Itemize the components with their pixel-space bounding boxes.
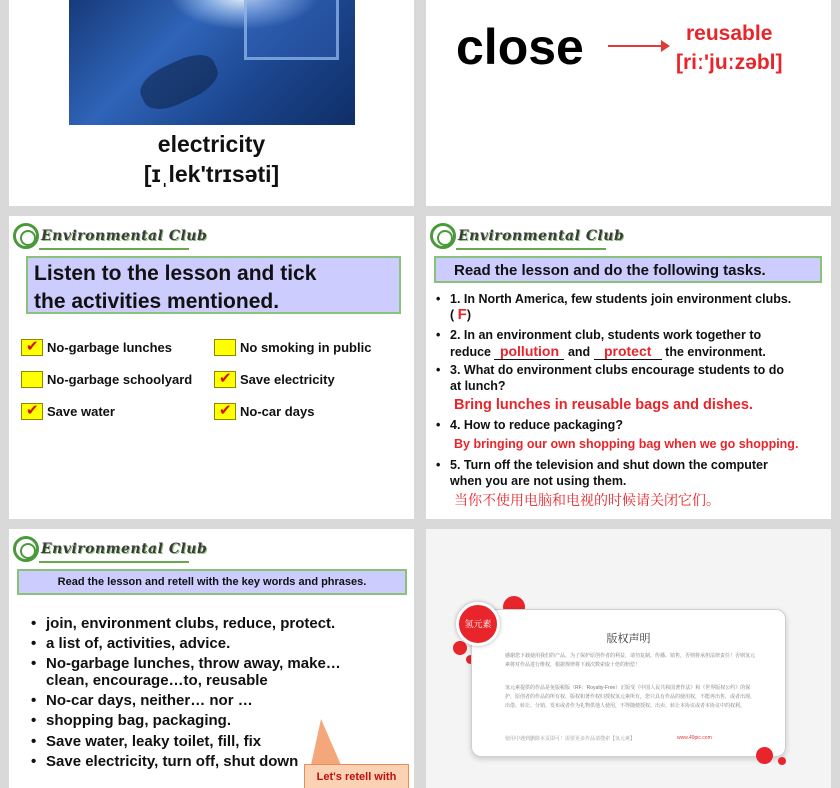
- answer-text: 当你不使用电脑和电视的时候请关闭它们。: [454, 493, 720, 509]
- instruction-box: [26, 256, 401, 314]
- checkmark-icon: ✔: [219, 370, 232, 387]
- slide-tasks[interactable]: [426, 216, 831, 519]
- keyword-item: • Save electricity, turn off, shut down: [31, 753, 299, 770]
- copyright-footer: 使用中遇到删除本页即可！需要更多作品请搜索【氢元素】: [505, 736, 636, 742]
- instruction-line: Listen to the lesson and tick: [34, 262, 317, 285]
- club-logo: Environmental Club: [430, 222, 624, 250]
- keyword-item: • Save water, leaky toilet, fill, fix: [31, 733, 262, 750]
- copyright-paragraph: 氢元素提供的作品是免版税版（RF：Royalty-Free）正版受《中国人民共和国著作法》和《世界版权公约》的保护，原创者的作品的所有权、版权和著作权归授权氢元素所有，您只具有作品的使用权，不能再出售，或者出现、出借、转让、分销、发布或者作为礼物供他人使用，不得随便授权、出卖、转让本协议或者本协议中的权利。: [505, 685, 756, 709]
- checkbox[interactable]: [214, 339, 236, 356]
- checkbox[interactable]: [21, 339, 43, 356]
- brand-badge: 氢元素: [456, 602, 500, 646]
- checkbox[interactable]: [21, 371, 43, 388]
- answer-blank: protect: [594, 343, 662, 360]
- instruction-box: Read the lesson and do the following tasks.: [434, 256, 822, 283]
- activity-item[interactable]: [21, 339, 172, 356]
- answer-blank: pollution: [494, 343, 564, 360]
- vocab-word: close: [456, 19, 584, 75]
- task-item: • 1. In North America, few students join environment clubs. ( F): [436, 292, 792, 323]
- decor-bubble: [756, 747, 773, 764]
- task-item: • 4. How to reduce packaging? By bringing our own shopping bag when we go shopping.: [436, 417, 831, 452]
- activity-label: No-garbage schoolyard: [47, 372, 193, 387]
- slide-close-reusable[interactable]: [426, 0, 831, 206]
- answer-phonetic: [riː'juːzəbl]: [676, 51, 783, 74]
- decor-bubble: [778, 757, 786, 765]
- copyright-paragraph: 感谢您下载使用我们的产品，为了保护原创作者的利益，请勿复制、传播、销售，否则将承担法律责任！否则氢元素将对作品进行维权，根据规律将下载次数索取十倍的赔偿！: [505, 653, 756, 668]
- answer-text: Bring lunches in reusable bags and dishes.: [454, 397, 753, 413]
- answer-word: reusable: [686, 22, 773, 45]
- activity-label: Save water: [47, 404, 115, 419]
- activity-item[interactable]: [21, 403, 115, 420]
- instruction-box: Read the lesson and retell with the key words and phrases.: [17, 569, 407, 595]
- checkmark-icon: ✔: [26, 338, 39, 355]
- activity-label: No-garbage lunches: [47, 340, 172, 355]
- activity-label: No smoking in public: [240, 340, 372, 355]
- checkmark-icon: ✔: [26, 402, 39, 419]
- activity-label: No-car days: [240, 404, 315, 419]
- activity-item[interactable]: [21, 371, 192, 388]
- light-switch-photo: [69, 0, 355, 125]
- copyright-title: 版权声明: [606, 633, 651, 645]
- answer-text: F: [457, 306, 467, 323]
- slide-listen-tick[interactable]: [9, 216, 414, 519]
- checkmark-icon: ✔: [219, 402, 232, 419]
- vocab-phonetic: [ɪˌlek'trɪsəti]: [143, 161, 280, 187]
- answer-text: By bringing our own shopping bag when we go shopping.: [454, 437, 799, 451]
- task-item: • 3. What do environment clubs encourage students to do at lunch? Bring lunches in reusable bags and dishes.: [436, 362, 831, 413]
- slide-copyright[interactable]: [426, 529, 831, 788]
- checkbox[interactable]: [214, 371, 236, 388]
- activity-item[interactable]: [214, 371, 335, 388]
- club-logo: Environmental Club: [13, 222, 207, 250]
- activity-label: Save electricity: [240, 372, 335, 387]
- keyword-item: • No-garbage lunches, throw away, make… clean, encourage…to, reusable: [31, 655, 341, 689]
- slide-electricity[interactable]: [9, 0, 414, 206]
- decor-bubble: [453, 641, 467, 655]
- activity-item[interactable]: [214, 403, 314, 420]
- keyword-item: • No-car days, neither… nor …: [31, 692, 253, 709]
- site-link[interactable]: www.49pic.com: [677, 735, 712, 741]
- keyword-item: • a list of, activities, advice.: [31, 635, 231, 652]
- keyword-item: • shopping bag, packaging.: [31, 712, 232, 729]
- swirl-icon: [13, 223, 39, 249]
- checkbox[interactable]: [21, 403, 43, 420]
- slide-retell[interactable]: [9, 529, 414, 788]
- checkbox[interactable]: [214, 403, 236, 420]
- callout-pointer: [311, 719, 341, 765]
- keyword-item: • join, environment clubs, reduce, protect.: [31, 615, 336, 632]
- retell-callout: Let's retell with: [304, 764, 409, 788]
- task-item: • 5. Turn off the television and shut down the computer when you are not using them. 当你不使用电脑和电视的时候请关闭它们。: [436, 457, 831, 509]
- instruction-line: the activities mentioned.: [34, 290, 280, 313]
- vocab-word: electricity: [157, 131, 266, 157]
- swirl-icon: [430, 223, 456, 249]
- swirl-icon: [13, 536, 39, 562]
- copyright-card: [471, 609, 786, 757]
- task-item: • 2. In an environment club, students work together to reduce pollution and protect the environment.: [436, 328, 766, 359]
- activity-item[interactable]: [214, 339, 371, 356]
- arrow-right-icon: [608, 45, 668, 47]
- club-logo: Environmental Club: [13, 535, 207, 563]
